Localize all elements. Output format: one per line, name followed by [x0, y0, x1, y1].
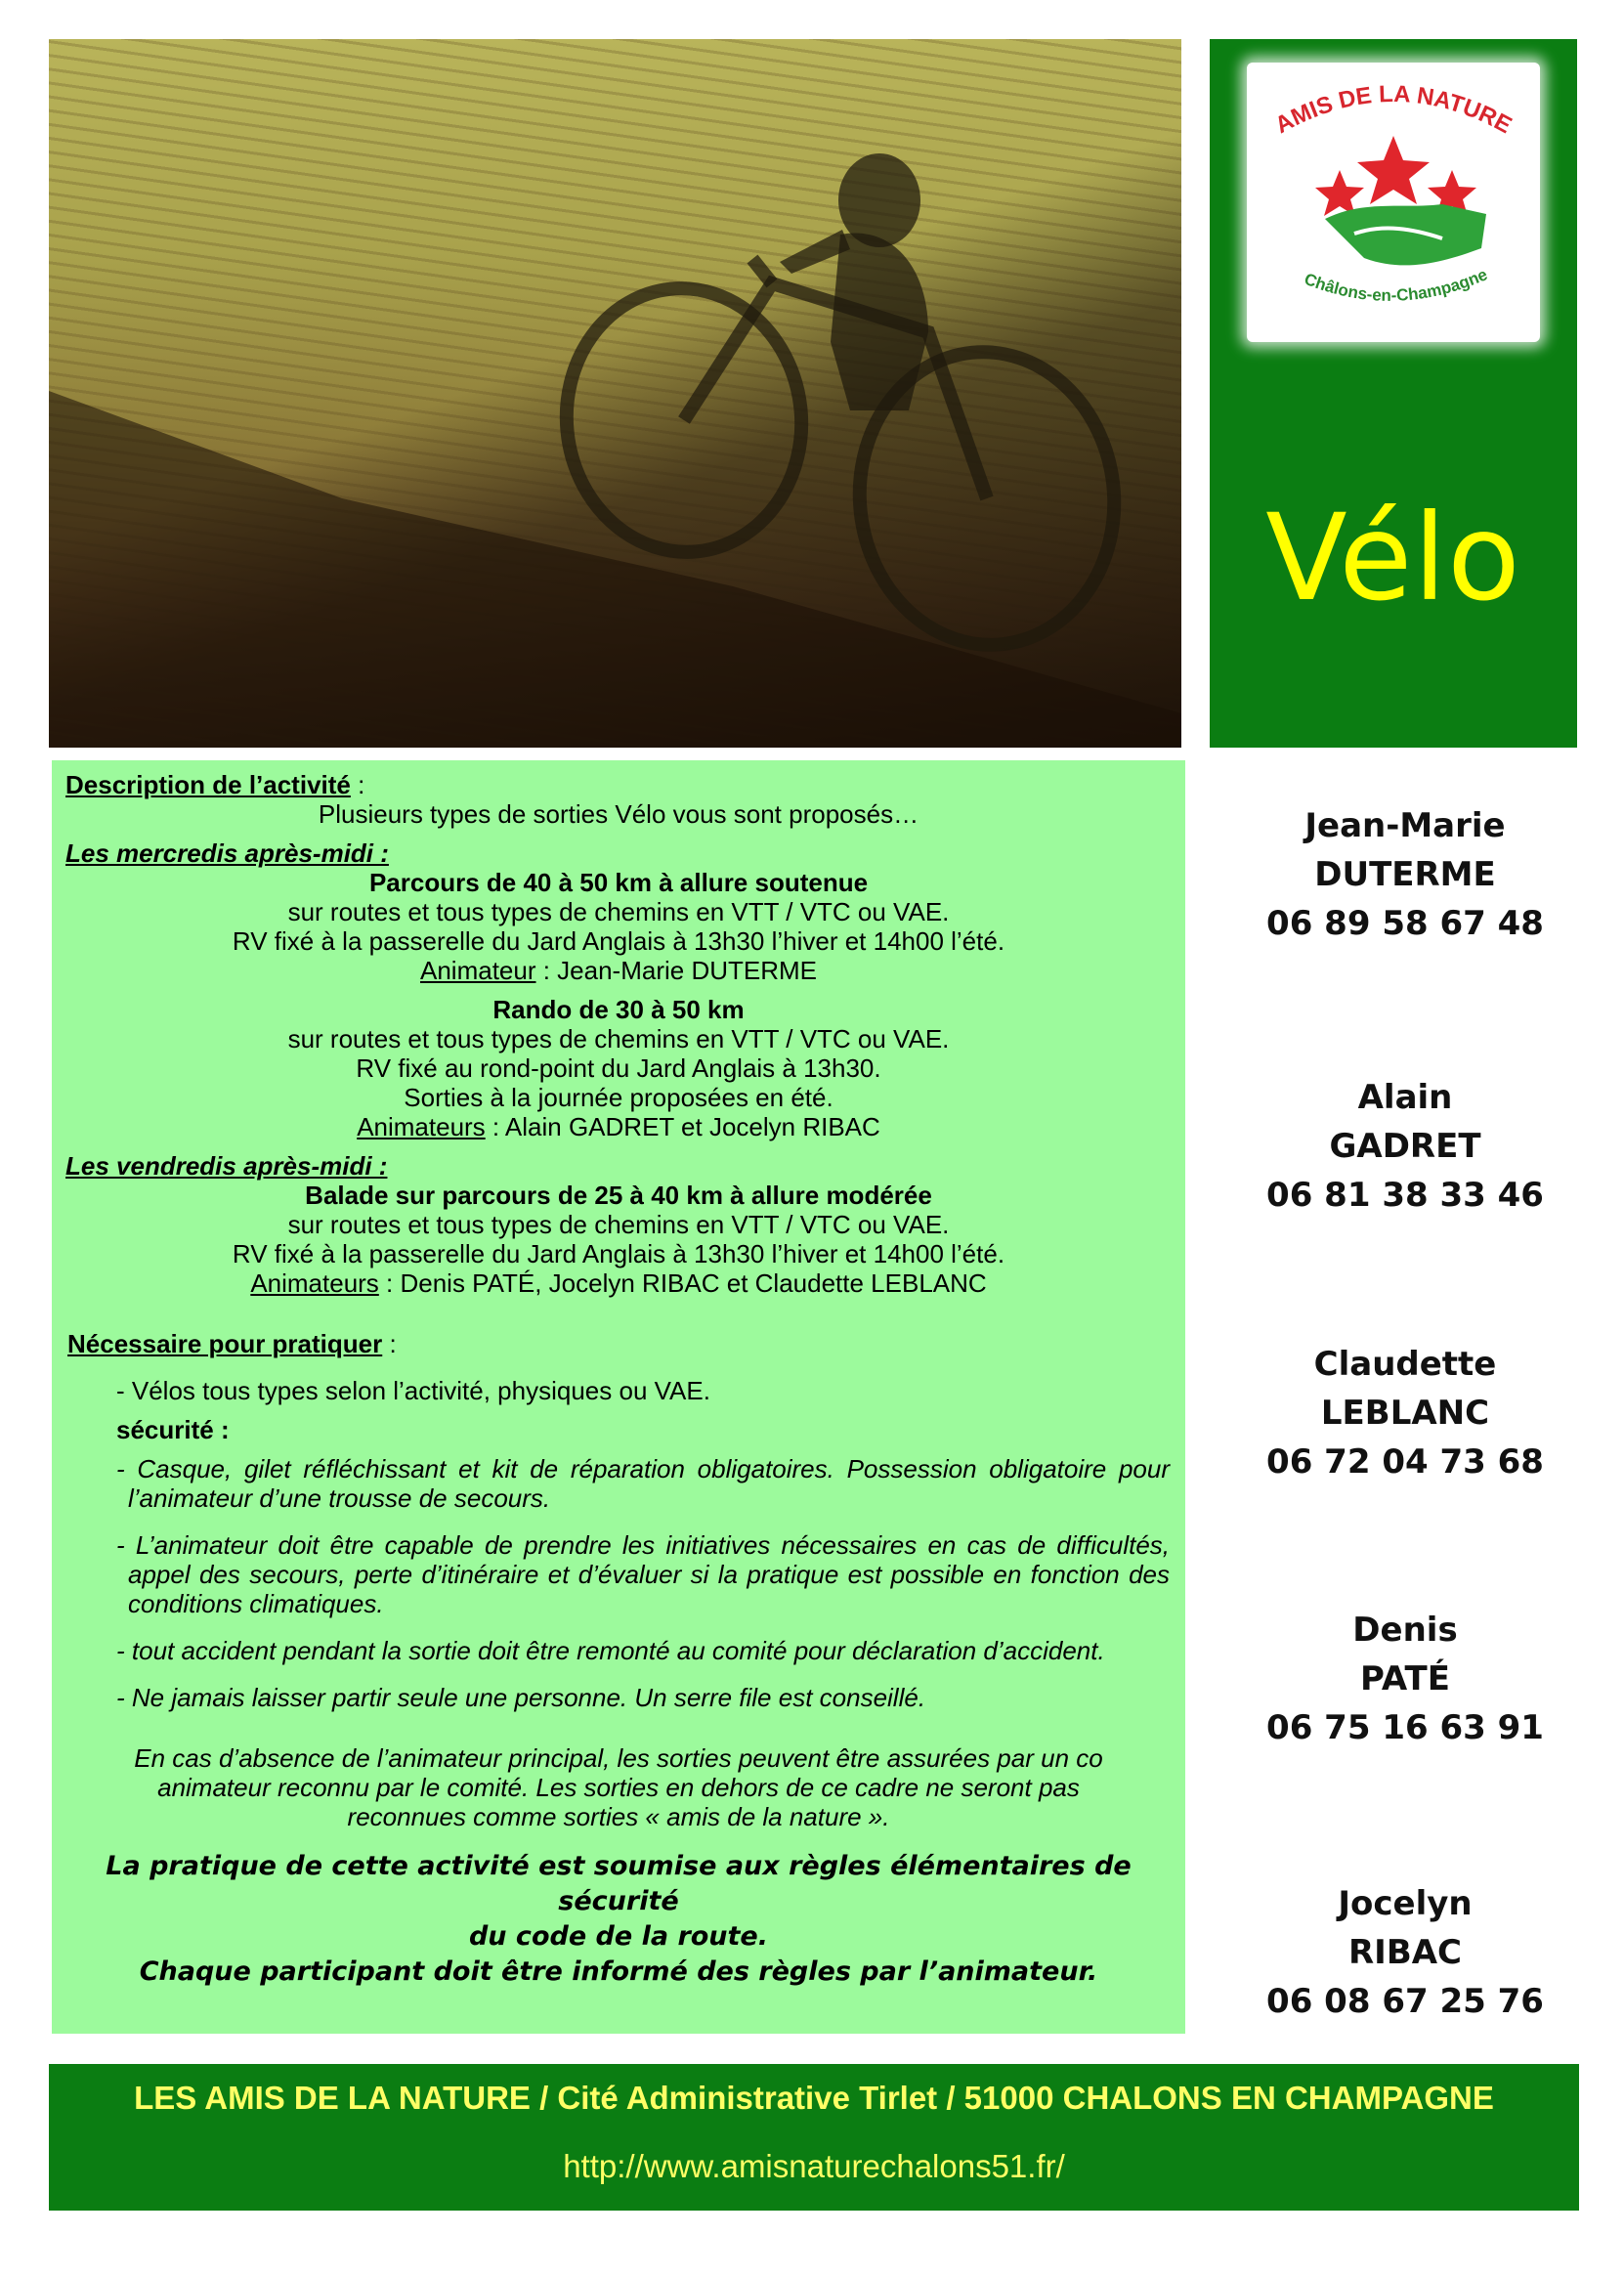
wed-rando-summer: Sorties à la journée proposées en été.: [404, 1083, 833, 1112]
contact-first-name: Alain: [1357, 1078, 1453, 1117]
requirements-heading: Nécessaire pour pratiquer: [67, 1329, 383, 1358]
contact-card: [1221, 801, 1589, 948]
fri-ride-meeting: RV fixé à la passerelle du Jard Anglais à 13h30 l’hiver et 14h00 l’été.: [232, 1239, 1005, 1268]
security-item-equipment: - Casque, gilet réfléchissant et kit de réparation obligatoires. Possession obligatoire pour l’animateur d’une trousse de secours.: [116, 1454, 1170, 1513]
footer-address: LES AMIS DE LA NATURE / Cité Administrative Tirlet / 51000 CHALONS EN CHAMPAGNE: [134, 2080, 1494, 2116]
description-heading: Description de l’activité: [65, 770, 351, 799]
bicycle-shadow-photo: [49, 39, 1181, 748]
activity-description: [52, 760, 1185, 2034]
wed-ride-route: sur routes et tous types de chemins en VTT / VTC ou VAE.: [287, 897, 950, 926]
contact-last-name: DUTERME: [1314, 855, 1496, 894]
contact-last-name: RIBAC: [1347, 1933, 1462, 1972]
contact-phone[interactable]: 06 81 38 33 46: [1266, 1176, 1544, 1215]
requirement-bikes: - Vélos tous types selon l’activité, physiques ou VAE.: [116, 1376, 710, 1405]
svg-text:AMIS DE LA NATURE: AMIS DE LA NATURE: [1270, 80, 1517, 140]
contact-card: [1221, 1879, 1589, 2026]
contact-card: [1221, 1073, 1589, 1220]
security-item-accident: - tout accident pendant la sortie doit être remonté au comité pour déclaration d’accident.: [116, 1636, 1105, 1665]
wed-rando-meeting: RV fixé au rond-point du Jard Anglais à 13h30.: [356, 1053, 881, 1083]
contact-last-name: PATÉ: [1360, 1659, 1450, 1698]
title-panel: [1210, 39, 1577, 748]
cyclist-shadow-icon: [49, 39, 1181, 748]
contact-first-name: Jean-Marie: [1304, 806, 1506, 845]
wed-rando-route: sur routes et tous types de chemins en VTT / VTC ou VAE.: [287, 1024, 950, 1053]
wed-ride-leader: Animateur : Jean-Marie DUTERME: [420, 956, 817, 985]
contact-first-name: Denis: [1352, 1611, 1458, 1650]
footer-website-link[interactable]: http://www.amisnaturechalons51.fr/: [563, 2148, 1065, 2184]
wed-ride-title: Parcours de 40 à 50 km à allure soutenue: [368, 868, 869, 897]
page-title: Vélo: [1265, 489, 1521, 627]
amis-de-la-nature-logo: [1247, 63, 1540, 342]
wed-rando-leaders: Animateurs : Alain GADRET et Jocelyn RIBAC: [357, 1112, 880, 1141]
wednesday-heading: Les mercredis après-midi :: [65, 838, 389, 868]
rules-line-3: Chaque participant doit être informé des règles par l’animateur.: [139, 1956, 1098, 1987]
wed-rando-title: Rando de 30 à 50 km: [492, 995, 745, 1024]
rules-line-2: du code de la route.: [468, 1921, 769, 1952]
contact-card: [1221, 1340, 1589, 1486]
security-item-alone: - Ne jamais laisser partir seule une personne. Un serre file est conseillé.: [116, 1683, 926, 1712]
svg-text:Châlons-en-Champagne: Châlons-en-Champagne: [1302, 265, 1491, 305]
contact-phone[interactable]: 06 72 04 73 68: [1266, 1442, 1544, 1482]
contact-phone[interactable]: 06 08 67 25 76: [1266, 1982, 1544, 2021]
description-text: Plusieurs types de sorties Vélo vous sont proposés…: [318, 799, 919, 829]
contact-phone[interactable]: 06 75 16 63 91: [1266, 1708, 1544, 1747]
description-heading-line: Description de l’activité :: [65, 770, 365, 799]
footer: [49, 2064, 1579, 2211]
contact-card: [1221, 1606, 1589, 1752]
wed-ride-meeting: RV fixé à la passerelle du Jard Anglais à 13h30 l’hiver et 14h00 l’été.: [232, 926, 1005, 956]
contact-last-name: LEBLANC: [1320, 1394, 1490, 1433]
contact-first-name: Jocelyn: [1338, 1884, 1473, 1923]
rules-line-1: La pratique de cette activité est soumise aux règles élémentaires de sécurité: [106, 1851, 1132, 1916]
security-heading: sécurité :: [116, 1415, 230, 1444]
absence-note: En cas d’absence de l’animateur principal, les sorties peuvent être assurées par un co animateur reconnu par le comité. Les sorties en dehors de ce cadre ne seront pas reconnues comme sorties « amis de la nature ».: [134, 1743, 1103, 1831]
contact-phone[interactable]: 06 89 58 67 48: [1266, 904, 1544, 943]
friday-heading: Les vendredis après-midi :: [65, 1151, 388, 1181]
fri-ride-leaders: Animateurs : Denis PATÉ, Jocelyn RIBAC et Claudette LEBLANC: [250, 1268, 987, 1298]
contact-first-name: Claudette: [1313, 1345, 1497, 1384]
security-item-leader: - L’animateur doit être capable de prendre les initiatives nécessaires en cas de difficultés, appel des secours, perte d’itinéraire et d’évaluer si la pratique est possible en fonction des conditions climatiques.: [116, 1530, 1170, 1618]
fri-ride-route: sur routes et tous types de chemins en VTT / VTC ou VAE.: [287, 1210, 950, 1239]
fri-ride-title: Balade sur parcours de 25 à 40 km à allure modérée: [305, 1181, 932, 1210]
requirements-heading-line: Nécessaire pour pratiquer :: [67, 1329, 397, 1358]
contact-last-name: GADRET: [1329, 1127, 1481, 1166]
